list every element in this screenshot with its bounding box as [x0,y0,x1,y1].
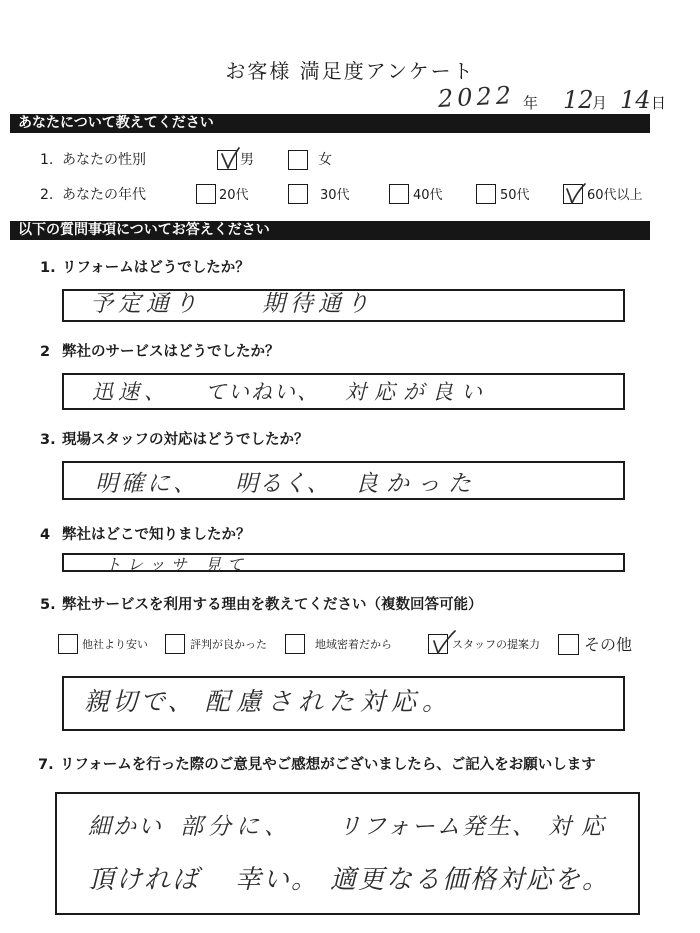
question-5-text: 弊社サービスを利用する理由を教えてください（複数回答可能） [62,597,483,613]
question-7-comment-box[interactable] [55,792,640,915]
question-2-answer-handwritten: 対応が良い [345,380,490,404]
age-50s-label: 50代 [500,188,530,203]
section-header-questions-text: 以下の質問事項についてお答えください [18,222,270,238]
gender-female-label: 女 [318,152,332,168]
reason-staff-proposal-checkbox[interactable] [428,634,448,654]
age-60s-plus-checkbox[interactable] [563,184,583,204]
gender-male-label: 男 [240,152,254,168]
question-7-comment-handwritten: 幸い。 [235,865,320,895]
check-mark-icon [564,185,584,205]
age-50s-checkbox[interactable] [476,184,496,204]
reason-local-label: 地域密着だから [315,638,392,651]
question-4-answer-handwritten: トレッサ [105,555,193,574]
reason-other-label: その他 [584,635,633,654]
question-7-comment-handwritten: 頂ければ [88,865,201,895]
gender-female-checkbox[interactable] [288,150,308,170]
question-2-number: 2 [40,344,51,360]
question-1-answer-handwritten: 予定通り [90,291,202,317]
age-40s-label: 40代 [413,188,443,203]
age-30s-checkbox[interactable] [288,184,308,204]
question-1-answer-handwritten: 期待通り [262,291,374,317]
question-1-number: 1. [40,260,56,276]
reason-cheaper-label: 他社より安い [82,638,148,651]
question-3-text: 現場スタッフの対応はどうでしたか？ [62,432,309,448]
reason-local-checkbox[interactable] [285,634,305,654]
question-3-answer-handwritten: 明確に、 [95,471,199,497]
question-1-text: リフォームはどうでしたか？ [62,260,250,276]
question-3-answer-handwritten: 明るく、 [235,471,331,497]
date-year-unit: 年 [523,94,539,112]
question-7-comment-handwritten: 対応 [548,814,614,840]
age-question-number: 2. [40,187,54,203]
reason-reputation-label: 評判が良かった [190,638,267,651]
reason-other-checkbox[interactable] [558,634,579,655]
question-7-comment-handwritten: リフォーム発生、 [338,814,537,840]
section-header-questions [10,221,650,240]
check-mark-icon [218,151,238,171]
question-7-number: 7. [38,757,54,773]
question-2-answer-handwritten: 迅速、 [92,380,170,404]
age-20s-checkbox[interactable] [196,184,216,204]
age-20s-label: 20代 [219,188,249,203]
gender-male-checkbox[interactable] [217,150,237,170]
question-7-comment-handwritten: 部分に、 [180,814,292,840]
age-question-text: あなたの年代 [62,187,146,203]
reason-cheaper-checkbox[interactable] [58,634,78,654]
date-month-unit: 月 [592,94,608,112]
question-5-answer-handwritten: 親切で、 [84,687,196,716]
section-header-about-you [10,114,650,133]
gender-question-number: 1. [40,152,54,168]
question-5-number: 5. [40,597,56,613]
question-3-number: 3. [40,432,56,448]
age-60s-plus-label: 60代以上 [587,188,643,203]
question-2-answer-handwritten: ていねい、 [205,380,320,404]
question-7-comment-handwritten: 細かい [88,814,163,840]
gender-question-text: あなたの性別 [62,152,146,168]
age-40s-checkbox[interactable] [389,184,409,204]
date-year-handwritten: 2022 [437,81,516,113]
question-3-answer-handwritten: 良かった [355,471,479,497]
question-4-answer-handwritten: 見て [205,555,250,574]
question-7-text: リフォームを行った際のご意見やご感想がございましたら、ご記入をお願いします [60,757,596,773]
survey-title: お客様 満足度アンケート [225,59,475,83]
age-30s-label: 30代 [320,188,350,203]
question-4-text: 弊社はどこで知りましたか？ [62,527,251,543]
question-4-number: 4 [40,527,51,543]
section-header-about-you-text: あなたについて教えてください [18,115,214,131]
reason-reputation-checkbox[interactable] [165,634,185,654]
date-month-handwritten: 12 [563,86,594,114]
question-7-comment-handwritten: 適更なる価格対応を。 [330,865,611,895]
reason-staff-proposal-label: スタッフの提案力 [452,638,540,651]
question-2-text: 弊社のサービスはどうでしたか？ [62,344,280,360]
date-day-unit: 日 [651,94,667,112]
check-mark-icon [429,635,449,655]
date-day-handwritten: 14 [620,86,651,114]
question-5-answer-handwritten: 配慮された対応。 [205,687,454,716]
